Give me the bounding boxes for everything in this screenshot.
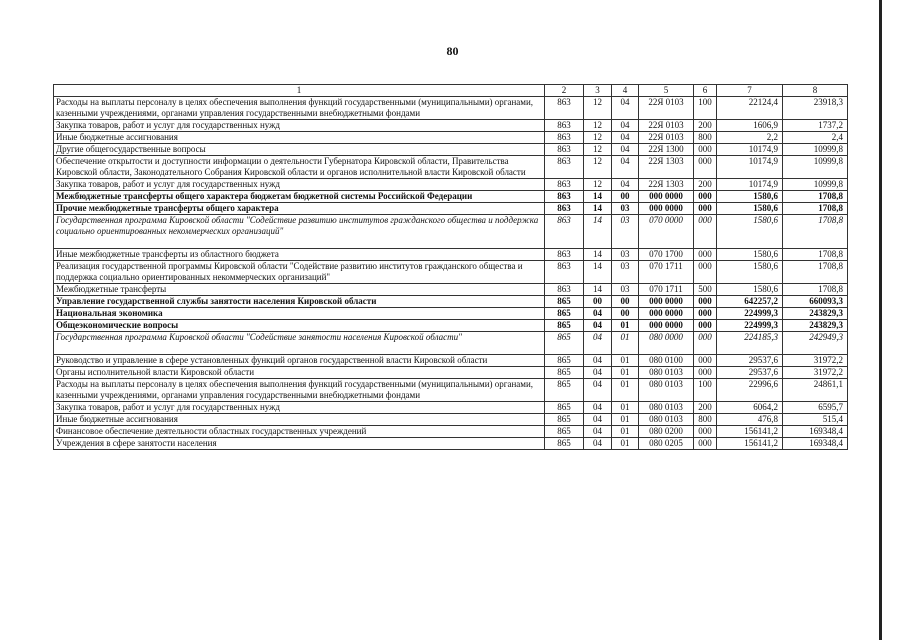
row-target-item-cell: 22Я 0103 bbox=[639, 132, 694, 144]
row-admin-code-cell: 863 bbox=[545, 97, 584, 120]
table-row bbox=[54, 179, 848, 191]
row-subsection-cell: 03 bbox=[612, 215, 639, 249]
table-row bbox=[54, 296, 848, 308]
row-name-cell: Учреждения в сфере занятости населения bbox=[54, 438, 545, 450]
row-section-cell: 00 bbox=[584, 296, 612, 308]
row-amount-year2-cell: 23918,3 bbox=[783, 97, 848, 120]
row-subsection-cell: 04 bbox=[612, 179, 639, 191]
row-admin-code-cell: 865 bbox=[545, 332, 584, 355]
table-row bbox=[54, 191, 848, 203]
row-name-cell: Государственная программа Кировской области "Содействие занятости населения Кировской области" bbox=[54, 332, 545, 355]
row-amount-year1-cell: 29537,6 bbox=[717, 355, 783, 367]
row-amount-year2-cell: 10999,8 bbox=[783, 144, 848, 156]
row-amount-year2-cell: 1708,8 bbox=[783, 284, 848, 296]
row-expense-type-cell: 200 bbox=[694, 402, 717, 414]
row-amount-year1-cell: 1580,6 bbox=[717, 249, 783, 261]
row-subsection-cell: 00 bbox=[612, 308, 639, 320]
row-amount-year2-cell: 1737,2 bbox=[783, 120, 848, 132]
row-expense-type-cell: 000 bbox=[694, 320, 717, 332]
header-cell: 6 bbox=[694, 85, 717, 97]
row-target-item-cell: 080 0103 bbox=[639, 402, 694, 414]
row-section-cell: 14 bbox=[584, 249, 612, 261]
row-name-cell: Закупка товаров, работ и услуг для государственных нужд bbox=[54, 120, 545, 132]
row-expense-type-cell: 000 bbox=[694, 367, 717, 379]
row-amount-year1-cell: 10174,9 bbox=[717, 179, 783, 191]
row-amount-year2-cell: 1708,8 bbox=[783, 203, 848, 215]
row-section-cell: 14 bbox=[584, 203, 612, 215]
row-admin-code-cell: 865 bbox=[545, 379, 584, 402]
row-name-cell: Финансовое обеспечение деятельности областных государственных учреждений bbox=[54, 426, 545, 438]
row-target-item-cell: 22Я 1303 bbox=[639, 156, 694, 179]
row-section-cell: 04 bbox=[584, 379, 612, 402]
row-amount-year1-cell: 1580,6 bbox=[717, 191, 783, 203]
row-name-cell: Национальная экономика bbox=[54, 308, 545, 320]
row-target-item-cell: 22Я 1303 bbox=[639, 179, 694, 191]
row-target-item-cell: 080 0103 bbox=[639, 379, 694, 402]
header-cell: 8 bbox=[783, 85, 848, 97]
table-row bbox=[54, 284, 848, 296]
header-cell: 4 bbox=[612, 85, 639, 97]
row-name-cell: Расходы на выплаты персоналу в целях обеспечения выполнения функций государственными (муниципальными) органами, казенными учреждениями, органами управления государственными внебюджетными фондами bbox=[54, 379, 545, 402]
row-subsection-cell: 01 bbox=[612, 367, 639, 379]
row-admin-code-cell: 863 bbox=[545, 132, 584, 144]
row-target-item-cell: 22Я 0103 bbox=[639, 97, 694, 120]
row-admin-code-cell: 865 bbox=[545, 414, 584, 426]
row-expense-type-cell: 800 bbox=[694, 132, 717, 144]
row-name-cell: Закупка товаров, работ и услуг для государственных нужд bbox=[54, 179, 545, 191]
header-cell: 3 bbox=[584, 85, 612, 97]
row-name-cell: Общеэкономические вопросы bbox=[54, 320, 545, 332]
row-amount-year2-cell: 242949,3 bbox=[783, 332, 848, 355]
row-amount-year2-cell: 6595,7 bbox=[783, 402, 848, 414]
row-section-cell: 04 bbox=[584, 355, 612, 367]
row-subsection-cell: 01 bbox=[612, 332, 639, 355]
row-amount-year1-cell: 1580,6 bbox=[717, 261, 783, 284]
row-section-cell: 12 bbox=[584, 156, 612, 179]
row-target-item-cell: 080 0100 bbox=[639, 355, 694, 367]
row-amount-year1-cell: 1606,9 bbox=[717, 120, 783, 132]
row-target-item-cell: 000 0000 bbox=[639, 308, 694, 320]
header-cell: 7 bbox=[717, 85, 783, 97]
row-amount-year1-cell: 224999,3 bbox=[717, 308, 783, 320]
row-section-cell: 04 bbox=[584, 308, 612, 320]
header-cell: 5 bbox=[639, 85, 694, 97]
row-expense-type-cell: 000 bbox=[694, 261, 717, 284]
row-name-cell: Иные бюджетные ассигнования bbox=[54, 414, 545, 426]
table-row bbox=[54, 249, 848, 261]
row-subsection-cell: 01 bbox=[612, 402, 639, 414]
row-name-cell: Иные бюджетные ассигнования bbox=[54, 132, 545, 144]
row-name-cell: Иные межбюджетные трансферты из областного бюджета bbox=[54, 249, 545, 261]
row-subsection-cell: 03 bbox=[612, 284, 639, 296]
row-amount-year2-cell: 31972,2 bbox=[783, 355, 848, 367]
row-section-cell: 04 bbox=[584, 320, 612, 332]
row-expense-type-cell: 000 bbox=[694, 215, 717, 249]
row-expense-type-cell: 200 bbox=[694, 179, 717, 191]
budget-table bbox=[53, 84, 848, 450]
row-section-cell: 12 bbox=[584, 144, 612, 156]
row-amount-year2-cell: 1708,8 bbox=[783, 191, 848, 203]
row-target-item-cell: 080 0103 bbox=[639, 414, 694, 426]
row-section-cell: 04 bbox=[584, 438, 612, 450]
table-row bbox=[54, 156, 848, 179]
table-header-row bbox=[54, 85, 848, 97]
row-expense-type-cell: 000 bbox=[694, 156, 717, 179]
row-expense-type-cell: 000 bbox=[694, 438, 717, 450]
row-expense-type-cell: 000 bbox=[694, 203, 717, 215]
row-amount-year1-cell: 6064,2 bbox=[717, 402, 783, 414]
row-admin-code-cell: 865 bbox=[545, 320, 584, 332]
row-subsection-cell: 04 bbox=[612, 120, 639, 132]
row-expense-type-cell: 800 bbox=[694, 414, 717, 426]
page-number: 80 bbox=[446, 44, 459, 58]
row-expense-type-cell: 000 bbox=[694, 426, 717, 438]
row-admin-code-cell: 863 bbox=[545, 215, 584, 249]
row-target-item-cell: 080 0103 bbox=[639, 367, 694, 379]
row-amount-year1-cell: 1580,6 bbox=[717, 203, 783, 215]
row-subsection-cell: 04 bbox=[612, 156, 639, 179]
row-section-cell: 14 bbox=[584, 284, 612, 296]
row-name-cell: Государственная программа Кировской области "Содействие развитию институтов гражданского общества и поддержка социально ориентированных некоммерческих организаций" bbox=[54, 215, 545, 249]
row-section-cell: 04 bbox=[584, 414, 612, 426]
row-admin-code-cell: 865 bbox=[545, 426, 584, 438]
row-section-cell: 04 bbox=[584, 402, 612, 414]
page-edge-line bbox=[879, 0, 882, 640]
row-target-item-cell: 22Я 1300 bbox=[639, 144, 694, 156]
row-target-item-cell: 000 0000 bbox=[639, 296, 694, 308]
row-target-item-cell: 080 0000 bbox=[639, 332, 694, 355]
row-amount-year1-cell: 1580,6 bbox=[717, 215, 783, 249]
row-amount-year2-cell: 10999,8 bbox=[783, 156, 848, 179]
row-target-item-cell: 080 0205 bbox=[639, 438, 694, 450]
table-row bbox=[54, 144, 848, 156]
row-subsection-cell: 00 bbox=[612, 191, 639, 203]
row-amount-year1-cell: 1580,6 bbox=[717, 284, 783, 296]
row-name-cell: Расходы на выплаты персоналу в целях обеспечения выполнения функций государственными (муниципальными) органами, казенными учреждениями, органами управления государственными внебюджетными фондами bbox=[54, 97, 545, 120]
row-amount-year1-cell: 224999,3 bbox=[717, 320, 783, 332]
row-expense-type-cell: 000 bbox=[694, 191, 717, 203]
row-target-item-cell: 22Я 0103 bbox=[639, 120, 694, 132]
table-row bbox=[54, 308, 848, 320]
row-expense-type-cell: 000 bbox=[694, 296, 717, 308]
row-target-item-cell: 000 0000 bbox=[639, 320, 694, 332]
row-admin-code-cell: 865 bbox=[545, 296, 584, 308]
row-subsection-cell: 04 bbox=[612, 144, 639, 156]
row-section-cell: 12 bbox=[584, 120, 612, 132]
row-amount-year1-cell: 156141,2 bbox=[717, 438, 783, 450]
row-name-cell: Закупка товаров, работ и услуг для государственных нужд bbox=[54, 402, 545, 414]
row-subsection-cell: 04 bbox=[612, 132, 639, 144]
row-admin-code-cell: 863 bbox=[545, 156, 584, 179]
table-row bbox=[54, 367, 848, 379]
row-amount-year1-cell: 642257,2 bbox=[717, 296, 783, 308]
row-name-cell: Органы исполнительной власти Кировской области bbox=[54, 367, 545, 379]
row-amount-year2-cell: 10999,8 bbox=[783, 179, 848, 191]
row-expense-type-cell: 000 bbox=[694, 144, 717, 156]
row-amount-year2-cell: 515,4 bbox=[783, 414, 848, 426]
row-expense-type-cell: 100 bbox=[694, 97, 717, 120]
row-amount-year2-cell: 243829,3 bbox=[783, 308, 848, 320]
row-expense-type-cell: 200 bbox=[694, 120, 717, 132]
table-row bbox=[54, 426, 848, 438]
table-row bbox=[54, 320, 848, 332]
row-amount-year2-cell: 169348,4 bbox=[783, 426, 848, 438]
row-amount-year2-cell: 1708,8 bbox=[783, 215, 848, 249]
row-admin-code-cell: 863 bbox=[545, 144, 584, 156]
row-section-cell: 04 bbox=[584, 367, 612, 379]
row-amount-year1-cell: 156141,2 bbox=[717, 426, 783, 438]
row-admin-code-cell: 863 bbox=[545, 261, 584, 284]
table-row bbox=[54, 332, 848, 355]
table-row bbox=[54, 132, 848, 144]
row-admin-code-cell: 865 bbox=[545, 367, 584, 379]
row-amount-year1-cell: 29537,6 bbox=[717, 367, 783, 379]
row-name-cell: Управление государственной службы занятости населения Кировской области bbox=[54, 296, 545, 308]
row-admin-code-cell: 865 bbox=[545, 355, 584, 367]
row-amount-year2-cell: 24861,1 bbox=[783, 379, 848, 402]
row-expense-type-cell: 500 bbox=[694, 284, 717, 296]
row-amount-year2-cell: 243829,3 bbox=[783, 320, 848, 332]
row-subsection-cell: 01 bbox=[612, 426, 639, 438]
row-subsection-cell: 03 bbox=[612, 203, 639, 215]
row-name-cell: Межбюджетные трансферты общего характера бюджетам бюджетной системы Российской Федерации bbox=[54, 191, 545, 203]
row-expense-type-cell: 000 bbox=[694, 308, 717, 320]
row-admin-code-cell: 863 bbox=[545, 249, 584, 261]
row-subsection-cell: 03 bbox=[612, 261, 639, 284]
row-amount-year2-cell: 1708,8 bbox=[783, 261, 848, 284]
row-section-cell: 14 bbox=[584, 215, 612, 249]
row-amount-year1-cell: 22124,4 bbox=[717, 97, 783, 120]
table-row bbox=[54, 215, 848, 249]
row-amount-year1-cell: 10174,9 bbox=[717, 156, 783, 179]
row-section-cell: 12 bbox=[584, 97, 612, 120]
row-target-item-cell: 070 0000 bbox=[639, 215, 694, 249]
table-row bbox=[54, 261, 848, 284]
row-expense-type-cell: 100 bbox=[694, 379, 717, 402]
header-cell: 2 bbox=[545, 85, 584, 97]
row-expense-type-cell: 000 bbox=[694, 249, 717, 261]
row-amount-year2-cell: 1708,8 bbox=[783, 249, 848, 261]
table-row bbox=[54, 203, 848, 215]
table-row bbox=[54, 355, 848, 367]
row-amount-year1-cell: 22996,6 bbox=[717, 379, 783, 402]
row-amount-year2-cell: 169348,4 bbox=[783, 438, 848, 450]
row-amount-year1-cell: 224185,3 bbox=[717, 332, 783, 355]
row-amount-year1-cell: 2,2 bbox=[717, 132, 783, 144]
row-admin-code-cell: 863 bbox=[545, 203, 584, 215]
row-subsection-cell: 01 bbox=[612, 414, 639, 426]
row-name-cell: Обеспечение открытости и доступности информации о деятельности Губернатора Кировской области, Правительства Кировской области, Законодательного Собрания Кировской области и органов исполнительной власти Кировской области bbox=[54, 156, 545, 179]
table-row bbox=[54, 120, 848, 132]
table-row bbox=[54, 438, 848, 450]
row-subsection-cell: 01 bbox=[612, 320, 639, 332]
row-expense-type-cell: 000 bbox=[694, 355, 717, 367]
row-subsection-cell: 00 bbox=[612, 296, 639, 308]
row-name-cell: Прочие межбюджетные трансферты общего характера bbox=[54, 203, 545, 215]
row-target-item-cell: 000 0000 bbox=[639, 203, 694, 215]
row-name-cell: Межбюджетные трансферты bbox=[54, 284, 545, 296]
row-subsection-cell: 03 bbox=[612, 249, 639, 261]
row-section-cell: 12 bbox=[584, 132, 612, 144]
row-admin-code-cell: 865 bbox=[545, 308, 584, 320]
row-section-cell: 04 bbox=[584, 332, 612, 355]
row-admin-code-cell: 863 bbox=[545, 179, 584, 191]
row-target-item-cell: 080 0200 bbox=[639, 426, 694, 438]
row-section-cell: 14 bbox=[584, 261, 612, 284]
row-amount-year2-cell: 31972,2 bbox=[783, 367, 848, 379]
row-admin-code-cell: 865 bbox=[545, 402, 584, 414]
table-row bbox=[54, 414, 848, 426]
row-admin-code-cell: 863 bbox=[545, 191, 584, 203]
row-name-cell: Другие общегосударственные вопросы bbox=[54, 144, 545, 156]
row-subsection-cell: 01 bbox=[612, 379, 639, 402]
row-amount-year2-cell: 660093,3 bbox=[783, 296, 848, 308]
row-amount-year1-cell: 476,8 bbox=[717, 414, 783, 426]
row-name-cell: Реализация государственной программы Кировской области "Содействие развитию институтов гражданского общества и поддержка социально ориентированных некоммерческих организаций" bbox=[54, 261, 545, 284]
row-expense-type-cell: 000 bbox=[694, 332, 717, 355]
row-target-item-cell: 070 1711 bbox=[639, 261, 694, 284]
row-section-cell: 14 bbox=[584, 191, 612, 203]
header-cell: 1 bbox=[54, 85, 545, 97]
row-section-cell: 12 bbox=[584, 179, 612, 191]
table-row bbox=[54, 97, 848, 120]
row-subsection-cell: 04 bbox=[612, 97, 639, 120]
row-amount-year2-cell: 2,4 bbox=[783, 132, 848, 144]
table-row bbox=[54, 402, 848, 414]
row-subsection-cell: 01 bbox=[612, 355, 639, 367]
row-target-item-cell: 070 1711 bbox=[639, 284, 694, 296]
row-admin-code-cell: 863 bbox=[545, 284, 584, 296]
row-amount-year1-cell: 10174,9 bbox=[717, 144, 783, 156]
table-row bbox=[54, 379, 848, 402]
row-subsection-cell: 01 bbox=[612, 438, 639, 450]
row-admin-code-cell: 865 bbox=[545, 438, 584, 450]
row-section-cell: 04 bbox=[584, 426, 612, 438]
row-target-item-cell: 000 0000 bbox=[639, 191, 694, 203]
row-admin-code-cell: 863 bbox=[545, 120, 584, 132]
row-target-item-cell: 070 1700 bbox=[639, 249, 694, 261]
row-name-cell: Руководство и управление в сфере установленных функций органов государственной власти Кировской области bbox=[54, 355, 545, 367]
